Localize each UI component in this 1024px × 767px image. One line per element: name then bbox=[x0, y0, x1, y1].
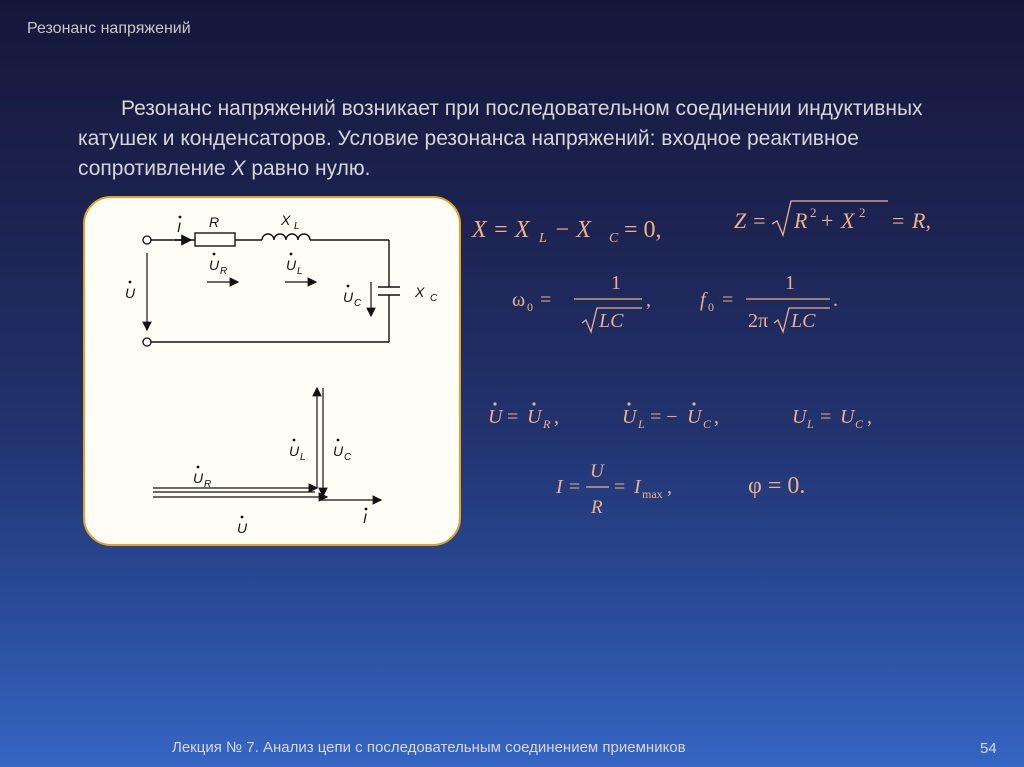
formula-ul-equals-uc bbox=[792, 406, 872, 431]
capacitor-label: X bbox=[415, 284, 425, 300]
svg-text:=: = bbox=[820, 406, 832, 428]
ur-label: U bbox=[209, 257, 220, 273]
ul-label: U bbox=[286, 257, 297, 273]
current-label: I bbox=[177, 219, 181, 235]
uc-sub: C bbox=[354, 298, 362, 309]
page-number: 54 bbox=[980, 740, 997, 757]
circuit-diagram-box bbox=[83, 196, 461, 546]
formula-phi-zero bbox=[748, 473, 805, 499]
svg-text:=: = bbox=[507, 406, 519, 428]
formula-f0 bbox=[700, 272, 838, 332]
circuit-and-phasor-diagram bbox=[85, 198, 461, 546]
resonance-formulas bbox=[464, 195, 1024, 525]
footer-lecture-title: Лекция № 7. Анализ цепи с последовательным соединением приемников bbox=[172, 739, 686, 756]
paragraph-text-1: Резонанс напряжений возникает при последовательном соединении индуктивных катушек и конденсаторов. Условие резонанса напряжений: входное реактивное сопротивление bbox=[78, 97, 923, 180]
formula-u-equals-ur bbox=[488, 402, 559, 431]
svg-text:=: = bbox=[892, 208, 905, 233]
svg-text:0: 0 bbox=[527, 300, 533, 314]
svg-text:,: , bbox=[646, 289, 651, 311]
resistor-label: R bbox=[209, 214, 220, 230]
inductor-sub: L bbox=[294, 221, 300, 232]
inductor-label: X bbox=[281, 212, 291, 228]
svg-text:=: = bbox=[540, 289, 552, 311]
svg-text:,: , bbox=[867, 406, 872, 428]
formula-omega0 bbox=[512, 272, 651, 332]
svg-text:=: = bbox=[614, 476, 626, 498]
phasor-ul-label: U bbox=[289, 443, 300, 459]
input-terminal-bottom bbox=[143, 338, 151, 346]
svg-text:C: C bbox=[703, 417, 712, 431]
capacitor-sub: C bbox=[430, 293, 438, 304]
svg-text:,: , bbox=[714, 406, 719, 428]
svg-text:R: R bbox=[794, 208, 808, 233]
svg-text:2: 2 bbox=[859, 205, 866, 220]
input-terminal-top bbox=[143, 236, 151, 244]
phasor-diagram bbox=[153, 388, 381, 536]
svg-text:LC: LC bbox=[599, 310, 624, 332]
svg-text:X: X bbox=[841, 208, 855, 233]
svg-text:+: + bbox=[821, 208, 834, 233]
svg-text:ω: ω bbox=[512, 289, 526, 311]
svg-text:L: L bbox=[807, 417, 814, 431]
resistor bbox=[195, 233, 235, 246]
svg-text:=: = bbox=[722, 289, 734, 311]
svg-text:1: 1 bbox=[611, 272, 621, 294]
svg-text:,: , bbox=[667, 476, 672, 498]
svg-text:U: U bbox=[527, 406, 542, 428]
svg-text:2π: 2π bbox=[748, 310, 769, 332]
ul-sub: L bbox=[297, 266, 303, 277]
formula-current-max bbox=[555, 461, 672, 518]
svg-text:U: U bbox=[488, 406, 503, 428]
svg-text:= 0,: = 0, bbox=[624, 217, 662, 243]
svg-text:f: f bbox=[700, 289, 706, 311]
svg-text:LC: LC bbox=[791, 310, 816, 332]
svg-text:2: 2 bbox=[810, 205, 817, 220]
source-voltage-label: U bbox=[125, 285, 136, 301]
svg-text:X = X: X = X bbox=[472, 217, 530, 243]
svg-text:C: C bbox=[855, 417, 864, 431]
formula-impedance bbox=[734, 201, 931, 235]
svg-text:U: U bbox=[792, 406, 807, 428]
phasor-uc-sub: C bbox=[344, 452, 352, 463]
phasor-i-label: I bbox=[363, 510, 367, 526]
paragraph-text-2: равно нулю. bbox=[245, 157, 371, 180]
svg-text:max: max bbox=[642, 487, 663, 501]
svg-text:− X: − X bbox=[554, 217, 591, 243]
uc-label: U bbox=[343, 289, 354, 305]
svg-text:I: I bbox=[634, 476, 641, 498]
paragraph-variable: X bbox=[231, 157, 246, 180]
intro-paragraph bbox=[78, 94, 958, 184]
svg-text:R,: R, bbox=[912, 208, 931, 233]
svg-text:R: R bbox=[591, 497, 603, 518]
slide-title: Резонанс напряжений bbox=[27, 20, 191, 37]
phasor-ur-sub: R bbox=[204, 479, 212, 490]
svg-text:φ = 0.: φ = 0. bbox=[748, 473, 806, 499]
ur-sub: R bbox=[220, 266, 228, 277]
inductor-coil bbox=[262, 234, 310, 240]
svg-text:C: C bbox=[609, 231, 619, 246]
svg-text:L: L bbox=[638, 417, 645, 431]
formula-ul-equals-minus-uc bbox=[622, 402, 719, 431]
svg-text:1: 1 bbox=[785, 272, 795, 294]
svg-text:L: L bbox=[539, 231, 547, 246]
phasor-u-label: U bbox=[237, 520, 248, 536]
series-circuit bbox=[125, 212, 438, 346]
svg-text:.: . bbox=[833, 289, 838, 311]
phasor-ur-label: U bbox=[193, 470, 204, 486]
svg-text:R: R bbox=[543, 417, 551, 431]
formula-reactance bbox=[471, 217, 662, 246]
phasor-ul-sub: L bbox=[300, 452, 306, 463]
svg-text:,: , bbox=[554, 406, 559, 428]
svg-text:U: U bbox=[622, 406, 637, 428]
svg-text:I =: I = bbox=[556, 476, 582, 498]
svg-text:0: 0 bbox=[708, 300, 714, 314]
svg-text:U: U bbox=[590, 461, 604, 482]
svg-text:U: U bbox=[840, 406, 855, 428]
svg-text:Z =: Z = bbox=[734, 208, 767, 233]
svg-text:U: U bbox=[687, 406, 702, 428]
phasor-uc-label: U bbox=[333, 443, 344, 459]
svg-text:= −: = − bbox=[650, 406, 678, 428]
